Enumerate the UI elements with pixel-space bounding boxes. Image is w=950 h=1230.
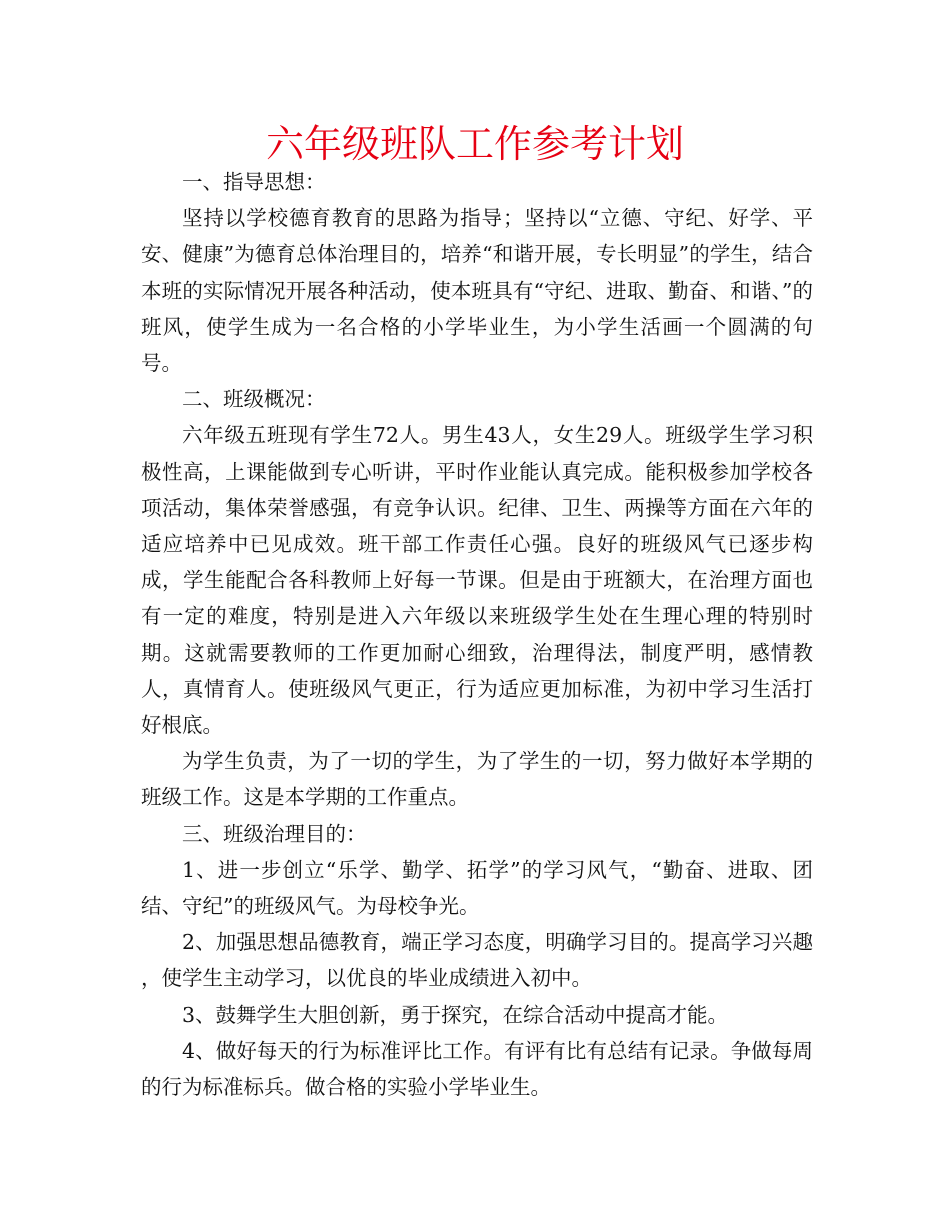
- document-title: 六年级班队工作参考计划: [265, 122, 684, 166]
- goal-item-3: 3、鼓舞学生大胆创新，勇于探究，在综合活动中提高才能。: [182, 1002, 729, 1027]
- section-heading-class-overview: 二、班级概况：: [182, 387, 326, 412]
- goal-item-1: 1、进一步创立“乐学、勤学、拓学”的学习风气，“勤奋、进取、团结、守纪”的班级风气。为母校争光。: [141, 857, 813, 919]
- goal-item-2: 2、加强思想品德教育，端正学习态度，明确学习目的。提高学习兴趣 ，使学生主动学习，以优良的毕业成绩进入初中。: [141, 930, 813, 991]
- document-body: [141, 164, 813, 1105]
- paragraph-work-focus: 为学生负责，为了一切的学生，为了学生的一切，努力做好本学期的班级工作。这是本学期的工作重点。: [141, 749, 813, 810]
- paragraph-class-overview: 六年级五班现有学生72人。男生43人，女生29人。班级学生学习积极性高，上课能做到专心听讲，平时作业能认真完成。能积极参加学校各项活动，集体荣誉感强，有竞争认识。纪律、卫生、两操等方面在六年的适应培养中已见成效。班干部工作责任心强。良好的班级风气已逐步构成，学生能配合各科教师上好每一节课。但是由于班额大，在治理方面也有一定的难度，特别是进入六年级以来班级学生处在生理心理的特别时期。这就需要教师的工作更加耐心细致，治理得法，制度严明，感情教人，真情育人。使班级风气更正，行为适应更加标准，为初中学习生活打好根底。: [141, 423, 813, 738]
- section-heading-guiding-ideology: 一、指导思想：: [182, 170, 326, 194]
- section-heading-management-goals: 三、班级治理目的：: [182, 821, 367, 846]
- paragraph-guiding-ideology: 坚持以学校德育教育的思路为指导；坚持以“立德、守纪、好学、平安、健康”为德育总体治理目的，培养“和谐开展，专长明显”的学生，结合本班的实际情况开展各种活动，使本班具有“守纪、进取、勤奋、和谐、”的班风，使学生成为一名合格的小学毕业生，为小学生活画一个圆满的句号。: [141, 206, 813, 376]
- goal-item-4: 4、做好每天的行为标准评比工作。有评有比有总结有记录。争做每周的行为标准标兵。做合格的实验小学毕业生。: [141, 1038, 813, 1100]
